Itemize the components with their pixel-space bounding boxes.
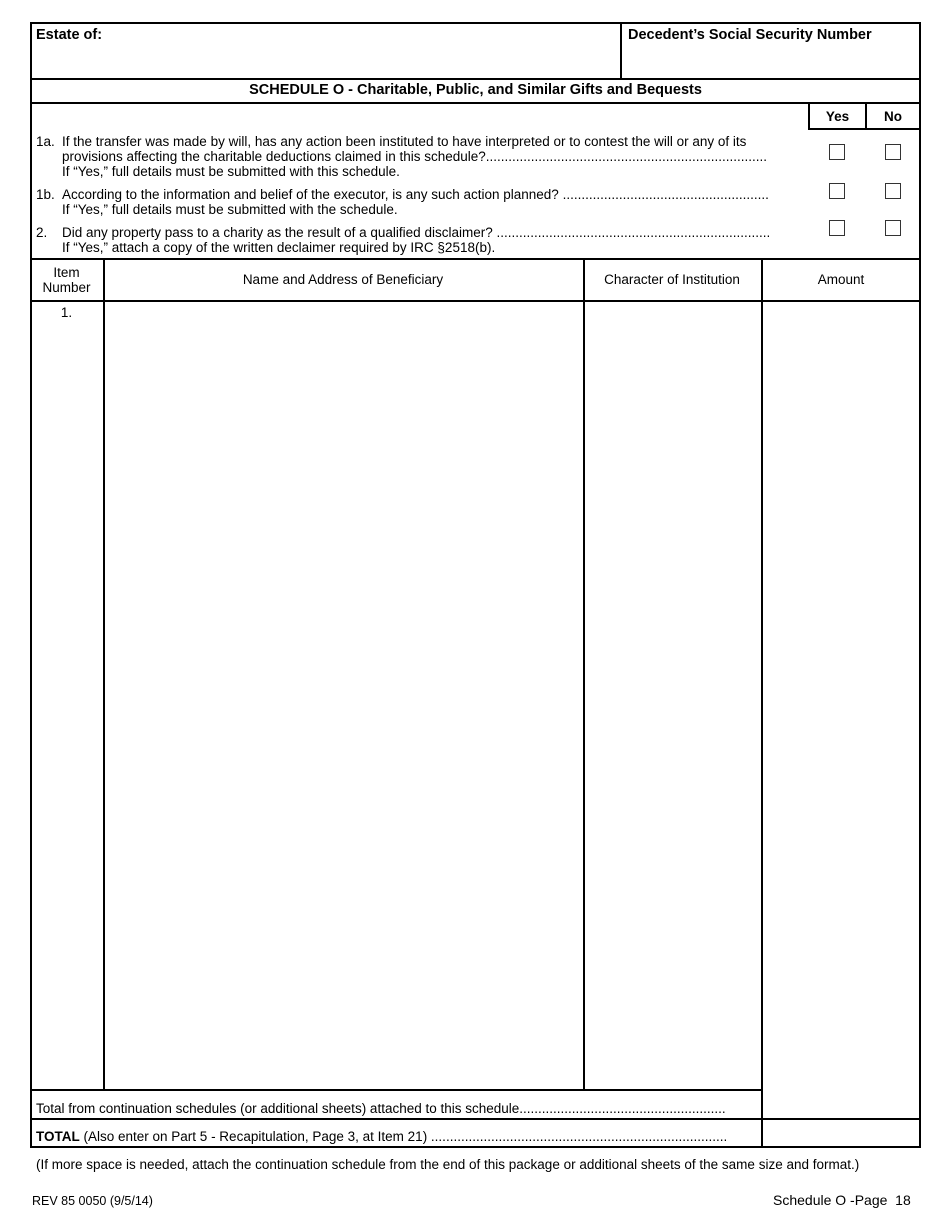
question-2-number: 2.: [36, 225, 48, 240]
question-1a-line1: If the transfer was made by will, has any action been instituted to have interpreted or to contest the will or any of its: [62, 134, 747, 149]
question-2-no-checkbox[interactable]: [885, 220, 901, 236]
character-entry-area[interactable]: [586, 302, 760, 1089]
table-right-border: [919, 300, 921, 1148]
question-1b-yes-checkbox[interactable]: [829, 183, 845, 199]
question-1a-line3: If “Yes,” full details must be submitted with this schedule.: [62, 164, 400, 179]
grand-total-amount-field[interactable]: [764, 1121, 918, 1146]
ssn-label: Decedent’s Social Security Number: [628, 27, 872, 43]
page-label: Schedule O -Page 18: [773, 1192, 911, 1208]
continuation-total-label: Total from continuation schedules (or additional sheets) attached to this schedule.......................................................: [36, 1101, 726, 1116]
col-divider-name: [583, 258, 585, 1091]
table-left-border: [30, 300, 32, 1148]
amount-entry-area[interactable]: [764, 302, 918, 1118]
question-1a-yes-checkbox[interactable]: [829, 144, 845, 160]
total-rest-text: (Also enter on Part 5 - Recapitulation, Page 3, at Item 21) ...............................................................................: [79, 1129, 728, 1144]
col-header-amount: Amount: [817, 272, 865, 287]
question-1b-line2: If “Yes,” full details must be submitted with the schedule.: [62, 202, 398, 217]
grand-total-label: [36, 1129, 753, 1144]
table-bottom-border: [30, 1146, 921, 1148]
question-1b-no-checkbox[interactable]: [885, 183, 901, 199]
continuation-row-top: [30, 1089, 763, 1091]
question-2-line2: If “Yes,” attach a copy of the written declaimer required by IRC §2518(b).: [62, 240, 496, 255]
no-header: No: [884, 109, 902, 124]
estate-of-field[interactable]: [34, 46, 616, 76]
total-bold-word: TOTAL: [36, 1129, 80, 1144]
question-1a-number: 1a.: [36, 134, 55, 149]
col-header-character: Character of Institution: [604, 272, 740, 287]
col-divider-character: [761, 258, 763, 1148]
ssn-field[interactable]: [624, 46, 918, 76]
question-1a-no-checkbox[interactable]: [885, 144, 901, 160]
beneficiary-entry-area[interactable]: [106, 302, 582, 1089]
col-header-item-line2: Number: [42, 280, 91, 295]
question-2-line1: Did any property pass to a charity as the result of a qualified disclaimer? .........................................................................: [62, 225, 771, 240]
col-header-item-line1: Item: [53, 265, 80, 280]
col-divider-item: [103, 258, 105, 1091]
question-1b-number: 1b.: [36, 187, 55, 202]
question-1b-line1: According to the information and belief of the executor, is any such action planned? .......................................................: [62, 187, 769, 202]
total-row-top: [30, 1118, 921, 1120]
question-2-yes-checkbox[interactable]: [829, 220, 845, 236]
header-divider: [620, 22, 622, 80]
space-note: (If more space is needed, attach the continuation schedule from the end of this package or additional sheets of the same size and format.): [36, 1157, 860, 1172]
yes-header: Yes: [825, 109, 850, 124]
schedule-title: SCHEDULE O - Charitable, Public, and Similar Gifts and Bequests: [249, 82, 702, 98]
question-1a-line2: provisions affecting the charitable deductions claimed in this schedule?...........................................................................: [62, 149, 768, 164]
form-revision: REV 85 0050 (9/5/14): [32, 1194, 153, 1208]
item-1-number: 1.: [60, 305, 73, 320]
col-header-name: Name and Address of Beneficiary: [242, 272, 444, 287]
estate-of-label: Estate of:: [36, 27, 103, 43]
